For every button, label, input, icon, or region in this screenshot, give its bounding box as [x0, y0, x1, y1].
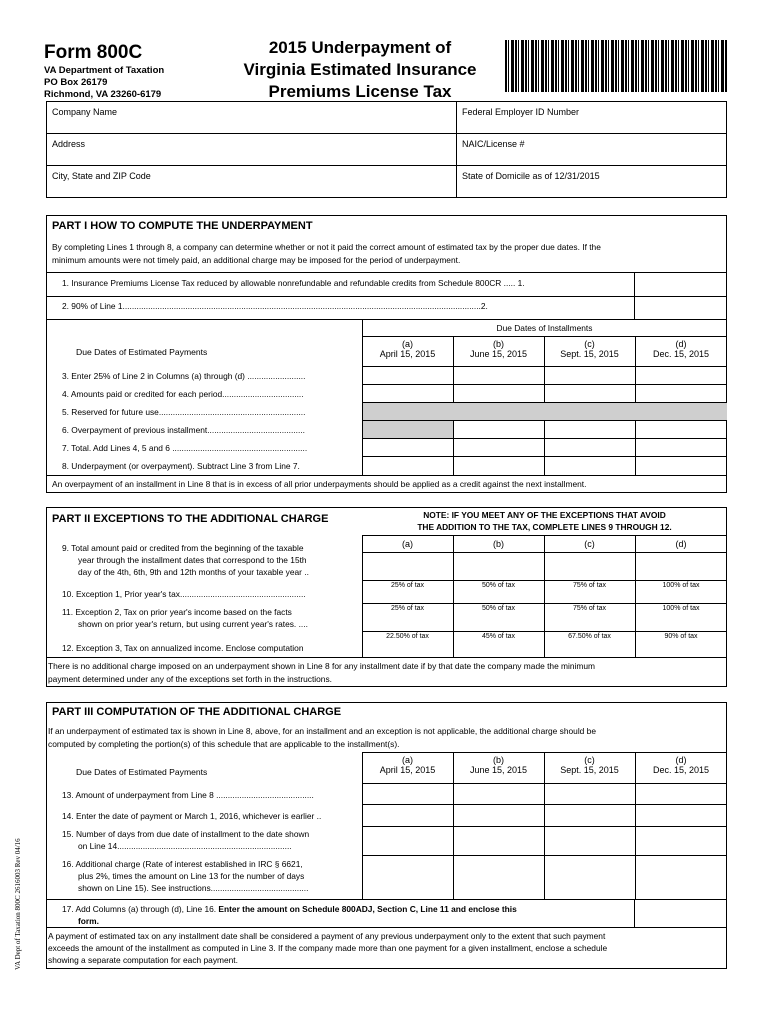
line10-pct-b: 50% of tax: [481, 582, 516, 589]
line10-pct-a: 25% of tax: [390, 582, 425, 589]
line11-pct-a: 25% of tax: [390, 605, 425, 612]
line9-label-3: day of the 4th, 6th, 9th and 12th months of your taxable year ..: [78, 567, 309, 577]
p3-col-b-header: (b) June 15, 2015: [469, 755, 528, 775]
line13-label: 13. Amount of underpayment from Line 8 ..........................................: [62, 790, 314, 800]
part3-intro-1: If an underpayment of estimated tax is shown in Line 8, above, for an installment and an exception is not applicable, the additional charge should be: [48, 726, 596, 736]
line6-col-a-shaded: [363, 421, 453, 438]
line6-label: 6. Overpayment of previous installment..........................................: [62, 425, 305, 435]
part1-title: PART I HOW TO COMPUTE THE UNDERPAYMENT: [52, 220, 313, 232]
line9-label-2: year through the installment dates that correspond to the 15th: [78, 555, 307, 565]
part2-title: PART II EXCEPTIONS TO THE ADDITIONAL CHARGE: [52, 513, 329, 525]
p2-col-b: (b): [493, 539, 504, 549]
part2-footer-2: payment determined under any of the exceptions set forth in the instructions.: [48, 674, 332, 684]
part1-due-label: Due Dates of Estimated Payments: [76, 347, 208, 357]
part3-title: PART III COMPUTATION OF THE ADDITIONAL CHARGE: [52, 706, 342, 718]
part1-intro-2: minimum amounts were not timely paid, an additional charge may be imposed for the period of underpayment.: [52, 255, 461, 265]
domicile-field[interactable]: State of Domicile as of 12/31/2015: [462, 171, 600, 181]
naic-field[interactable]: NAIC/License #: [462, 139, 525, 149]
p3-col-a-header: (a) April 15, 2015: [379, 755, 436, 775]
p3-col-c-header: (c) Sept. 15, 2015: [560, 755, 619, 775]
line17-label: 17. Add Columns (a) through (d), Line 16. Enter the amount on Schedule 800ADJ, Section C, Line 11 and enclose this form.: [62, 904, 517, 926]
part2-note-2: THE ADDITION TO THE TAX, COMPLETE LINES 9 THROUGH 12.: [417, 522, 672, 532]
line11-label-1: 11. Exception 2, Tax on prior year's income based on the facts: [62, 607, 292, 617]
form-title-line-2: Virginia Estimated Insurance: [243, 60, 477, 79]
form-number: Form 800C: [44, 42, 143, 63]
part3-footer-2: exceeds the amount of the installment as computed in Line 3. If the company made more than one payment for a given installment, enclose a schedule: [48, 943, 608, 953]
col-b-header: (b) June 15, 2015: [469, 339, 528, 359]
form-revision-sidebar: VA Dept of Taxation 800C 2616003 Rev 04/16: [14, 838, 22, 970]
line15-label-1: 15. Number of days from due date of installment to the date shown: [62, 829, 310, 839]
feid-field[interactable]: Federal Employer ID Number: [462, 107, 580, 117]
col-c-header: (c) Sept. 15, 2015: [560, 339, 619, 359]
part2-note-1: NOTE: IF YOU MEET ANY OF THE EXCEPTIONS THAT AVOID: [423, 510, 666, 520]
part2-footer-1: There is no additional charge imposed on an underpayment shown in Line 8 for any installment date if by that date the company made the minimum: [48, 661, 596, 671]
line2-input[interactable]: [634, 296, 727, 319]
line15-label-2: on Line 14...........................................................................: [78, 841, 292, 851]
due-dates-header: Due Dates of Installments: [496, 323, 593, 333]
line16-label-1: 16. Additional charge (Rate of interest established in IRC § 6621,: [62, 859, 303, 869]
line12-pct-a: 22.50% of tax: [386, 633, 429, 640]
col-a-header: (a) April 15, 2015: [379, 339, 436, 359]
line10-pct-d: 100% of tax: [662, 582, 700, 589]
line4-label: 4. Amounts paid or credited for each period...................................: [62, 389, 304, 399]
line17-input[interactable]: [634, 899, 727, 927]
line2-label: 2. 90% of Line 1..........................................................................................................................................................2.: [62, 301, 488, 311]
line12-pct-b: 45% of tax: [481, 633, 516, 640]
line12-pct-d: 90% of tax: [664, 633, 698, 640]
agency-city: Richmond, VA 23260-6179: [44, 89, 162, 100]
line12-pct-c: 67.50% of tax: [568, 633, 611, 640]
line7-label: 7. Total. Add Lines 4, 5 and 6 ..........................................................: [62, 443, 308, 453]
company-name-field[interactable]: Company Name: [52, 107, 118, 117]
line5-shaded: [363, 403, 727, 420]
agency-name: VA Department of Taxation: [44, 65, 165, 76]
line11-pct-c: 75% of tax: [572, 605, 607, 612]
part3-footer-1: A payment of estimated tax on any installment date shall be considered a payment of any previous underpayment only to the extent that such payment: [48, 931, 606, 941]
agency-po-box: PO Box 26179: [44, 77, 108, 88]
line10-label: 10. Exception 1, Prior year's tax......................................................: [62, 589, 306, 599]
p2-col-d: (d): [675, 539, 687, 549]
part1-note: An overpayment of an installment in Line 8 that is in excess of all prior underpayments should be applied as a credit against the next installment.: [52, 479, 587, 489]
address-field[interactable]: Address: [52, 139, 86, 149]
line5-label: 5. Reserved for future use...............................................................: [62, 407, 306, 417]
city-state-zip-field[interactable]: City, State and ZIP Code: [52, 171, 151, 181]
line11-pct-d: 100% of tax: [662, 605, 700, 612]
line10-pct-c: 75% of tax: [572, 582, 607, 589]
line16-label-2: plus 2%, times the amount on Line 13 for the number of days: [78, 871, 305, 881]
part1-intro-1: By completing Lines 1 through 8, a company can determine whether or not it paid the correct amount of estimated tax by the proper due dates. If the: [52, 242, 601, 252]
barcode-image: [505, 40, 727, 92]
line11-pct-b: 50% of tax: [481, 605, 516, 612]
col-d-header: (d) Dec. 15, 2015: [652, 339, 710, 359]
line16-label-3: shown on Line 15). See instructions..........................................: [78, 883, 309, 893]
part3-intro-2: computed by completing the portion(s) of this schedule that are applicable to the installment(s).: [48, 739, 400, 749]
form-title-line-1: 2015 Underpayment of: [268, 38, 452, 57]
line3-label: 3. Enter 25% of Line 2 in Columns (a) through (d) .........................: [62, 371, 306, 381]
p3-col-d-header: (d) Dec. 15, 2015: [652, 755, 710, 775]
line1-label: 1. Insurance Premiums License Tax reduced by allowable nonrefundable and refundable credits from Schedule 800CR ..... 1.: [62, 278, 525, 288]
line1-input[interactable]: [634, 272, 727, 296]
line11-label-2: shown on prior year's return, but using current year's rates. ....: [78, 619, 308, 629]
line12-label: 12. Exception 3, Tax on annualized income. Enclose computation: [62, 643, 304, 653]
p2-col-a: (a): [402, 539, 413, 549]
line8-label: 8. Underpayment (or overpayment). Subtract Line 3 from Line 7.: [62, 461, 300, 471]
line14-label: 14. Enter the date of payment or March 1, 2016, whichever is earlier ..: [62, 811, 322, 821]
p2-col-c: (c): [584, 539, 595, 549]
form-title-line-3: Premiums License Tax: [268, 82, 452, 101]
line9-label-1: 9. Total amount paid or credited from the beginning of the taxable: [62, 543, 304, 553]
part3-footer-3: showing a separate computation for each payment.: [48, 955, 238, 965]
part3-due-label: Due Dates of Estimated Payments: [76, 767, 208, 777]
